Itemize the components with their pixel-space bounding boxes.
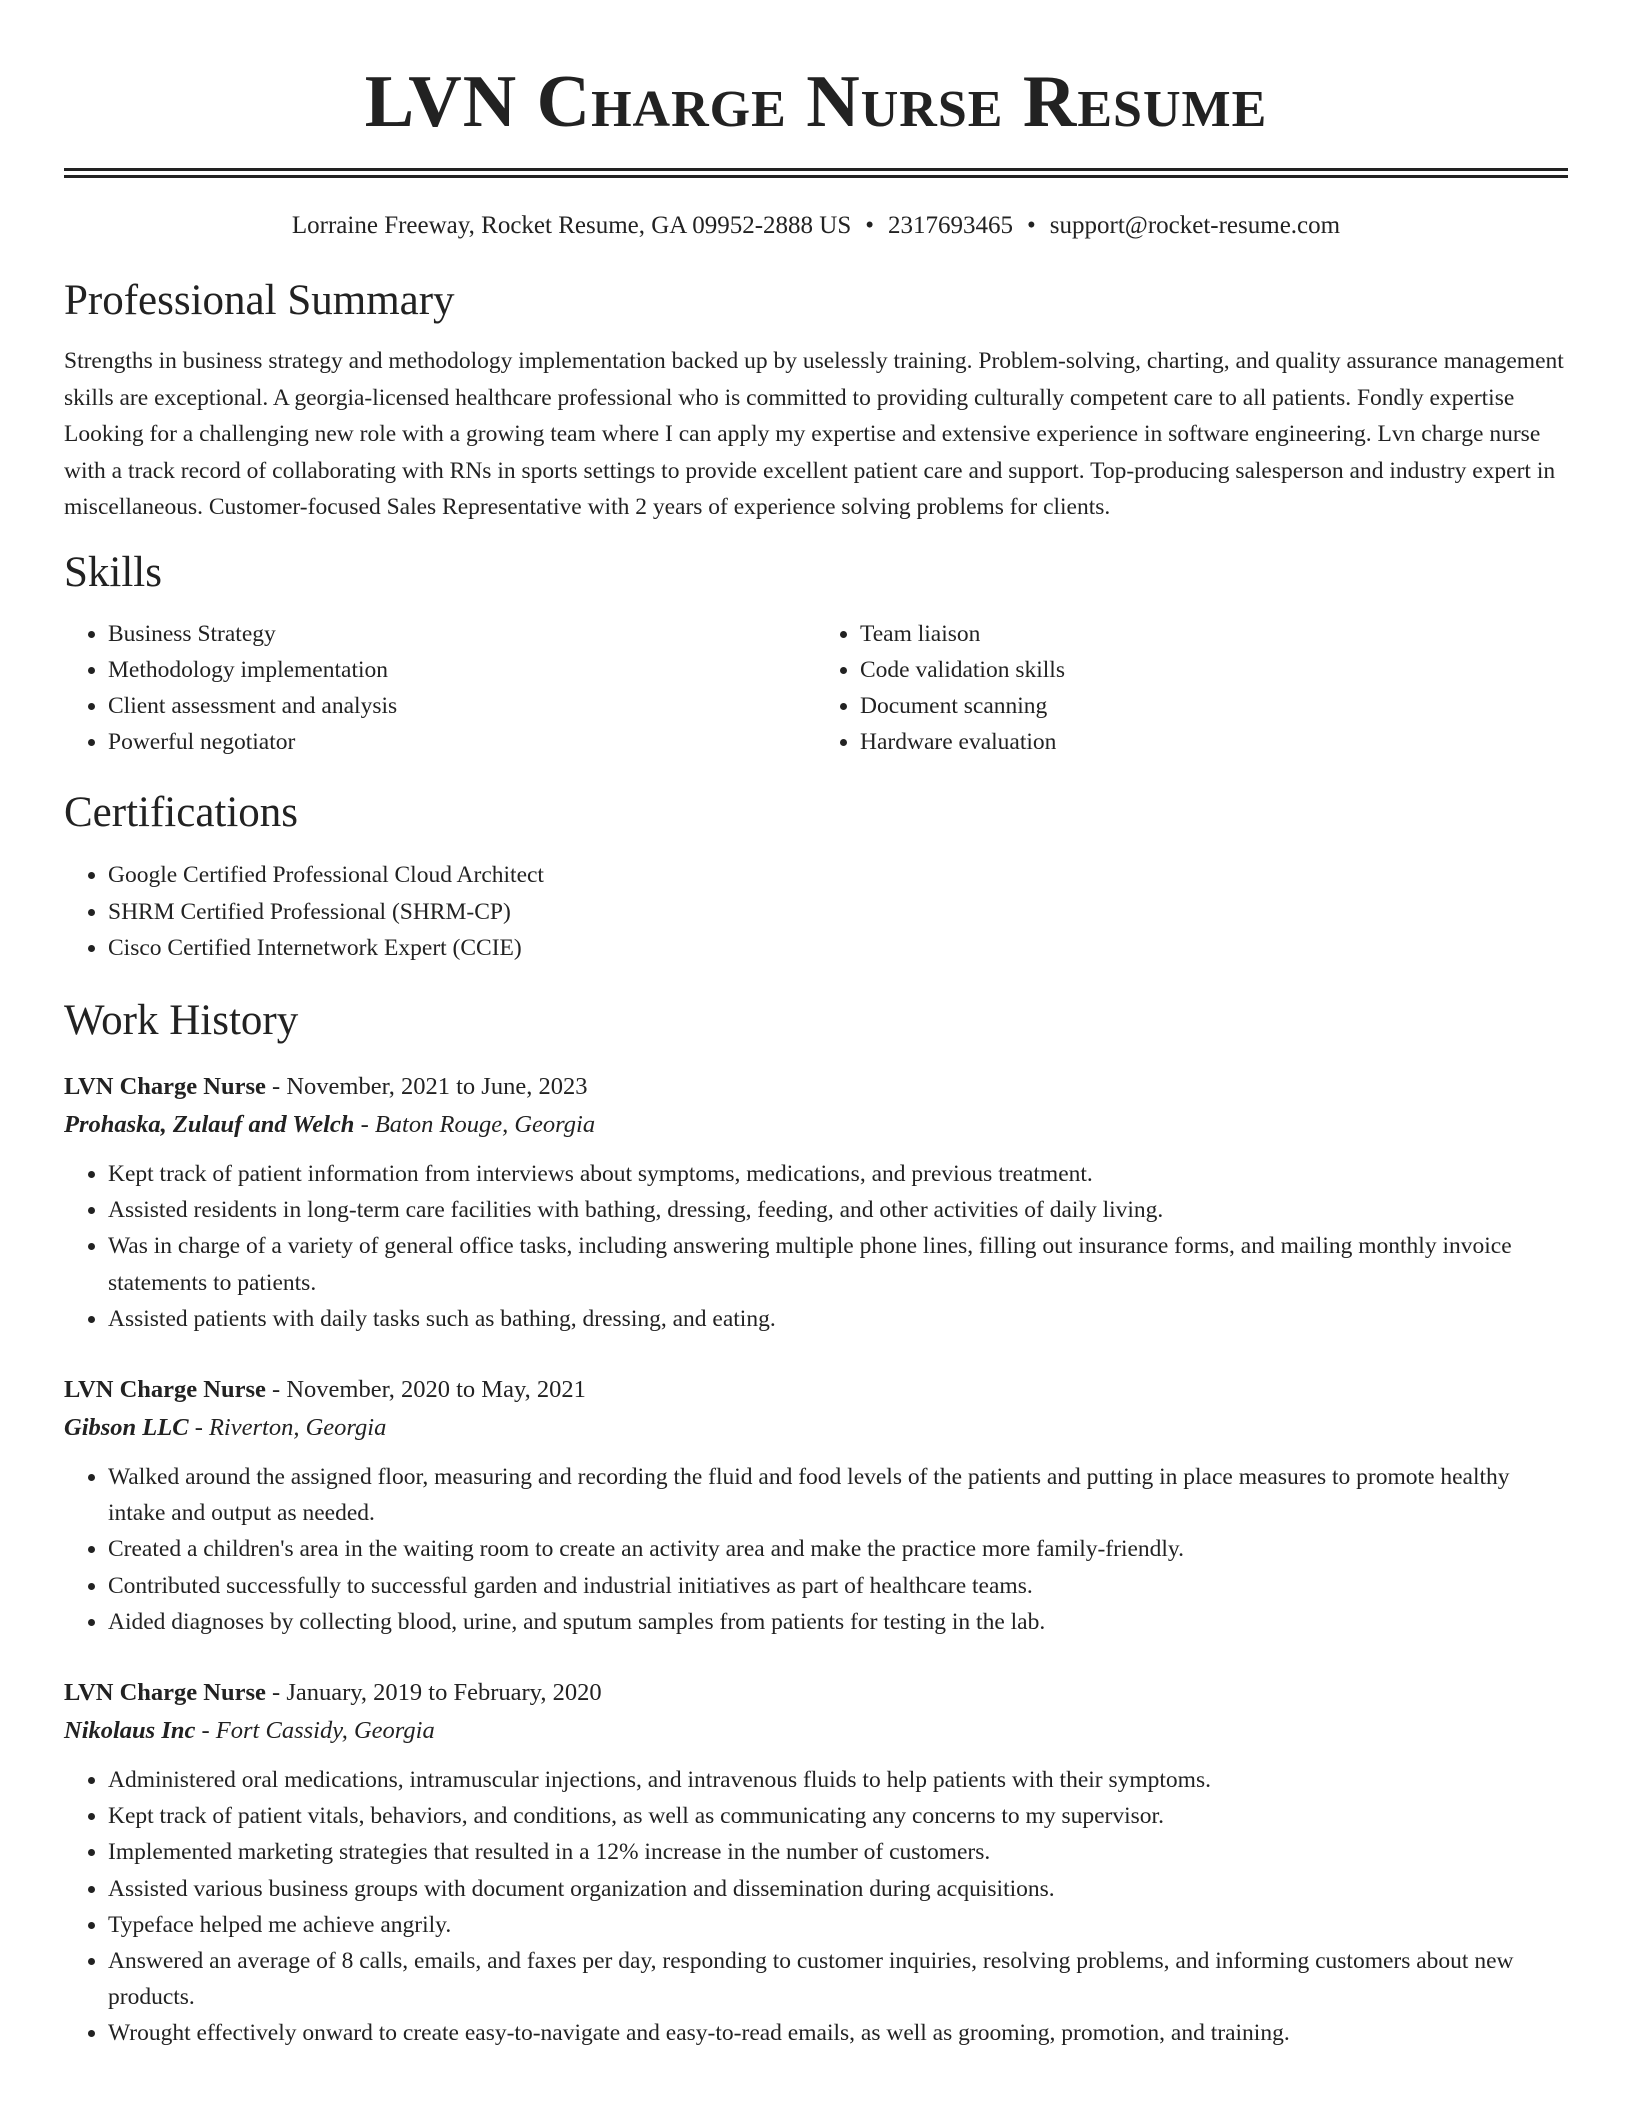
job-bullets <box>64 1762 1568 2052</box>
skill-item: • Client assessment and analysis <box>108 688 816 724</box>
job-bullet: • Wrought effectively onward to create easy-to-navigate and easy-to-read emails, as well as grooming, promotion, and training. <box>108 2015 1568 2051</box>
job-bullet: • Contributed successfully to successful garden and industrial initiatives as part of healthcare teams. <box>108 1568 1568 1604</box>
job-title-line <box>64 1674 1568 1712</box>
title-divider <box>64 168 1568 178</box>
job-company-line <box>64 1409 1568 1447</box>
contact-separator: • <box>1027 212 1036 239</box>
skills-list <box>64 616 1568 761</box>
resume-title: LVN Charge Nurse Resume <box>364 61 1268 143</box>
job-bullet: • Administered oral medications, intramuscular injections, and intravenous fluids to help patients with their symptoms. <box>108 1762 1568 1798</box>
job-dates: - January, 2019 to February, 2020 <box>265 1678 602 1706</box>
job-bullet: • Kept track of patient information from interviews about symptoms, medications, and previous treatment. <box>108 1156 1568 1192</box>
certifications-heading: Certifications <box>64 789 299 837</box>
contact-line <box>64 209 1568 243</box>
job-title-line <box>64 1371 1568 1409</box>
job-dates: - November, 2021 to June, 2023 <box>265 1072 588 1100</box>
job-title: LVN Charge Nurse <box>64 1375 266 1403</box>
summary-text: Strengths in business strategy and methodology implementation backed up by uselessly training. Problem-solving, charting, and quality assurance management skills are exceptional. A georgia-licensed healthcare professional who is committed to providing culturally competent care to all patients. Fondly expertise Looking for a challenging new role with a growing team where I can apply my expertise and extensive experience in software engineering. Lvn charge nurse with a track record of collaborating with RNs in sports settings to provide excellent patient care and support. Top-producing salesperson and industry expert in miscellaneous. Customer-focused Sales Representative with 2 years of experience solving problems for clients. <box>64 348 1564 520</box>
skill-item: • Methodology implementation <box>108 652 816 688</box>
job-bullet: • Kept track of patient vitals, behaviors, and conditions, as well as communicating any concerns to my supervisor. <box>108 1798 1568 1834</box>
skill-item: • Code validation skills <box>860 652 1568 688</box>
contact-separator: • <box>865 212 875 239</box>
job-company-line <box>64 1712 1568 1750</box>
skill-item: • Hardware evaluation <box>860 724 1568 760</box>
job-title: LVN Charge Nurse <box>64 1072 266 1100</box>
certification-item: • Cisco Certified Internetwork Expert (CCIE) <box>108 930 1568 966</box>
job-location: - Riverton, Georgia <box>188 1413 387 1441</box>
contact-phone: 2317693465 <box>888 212 1014 239</box>
job-entry <box>64 1068 1568 1337</box>
job-company: Prohaska, Zulauf and Welch <box>64 1110 355 1138</box>
job-entry <box>64 1371 1568 1640</box>
job-bullet: • Implemented marketing strategies that resulted in a 12% increase in the number of customers. <box>108 1834 1568 1870</box>
job-bullet: • Was in charge of a variety of general office tasks, including answering multiple phone lines, filling out insurance forms, and mailing monthly invoice statements to patients. <box>108 1228 1568 1300</box>
job-bullet: • Answered an average of 8 calls, emails, and faxes per day, responding to customer inquiries, resolving problems, and informing customers about new products. <box>108 1943 1568 2015</box>
certifications-list <box>64 857 1568 966</box>
certification-item: • SHRM Certified Professional (SHRM-CP) <box>108 894 1568 930</box>
job-entry <box>64 1674 1568 2052</box>
job-title: LVN Charge Nurse <box>64 1678 266 1706</box>
resume-page <box>64 0 1568 2052</box>
skills-column-left <box>64 616 816 761</box>
summary-heading: Professional Summary <box>64 277 455 324</box>
job-bullets <box>64 1156 1568 1337</box>
skill-item: • Team liaison <box>860 616 1568 652</box>
job-bullets <box>64 1459 1568 1640</box>
certification-item: • Google Certified Professional Cloud Architect <box>108 857 1568 893</box>
job-bullet: • Aided diagnoses by collecting blood, urine, and sputum samples from patients for testing in the lab. <box>108 1604 1568 1640</box>
job-company: Gibson LLC <box>64 1413 189 1441</box>
skill-item: • Powerful negotiator <box>108 724 816 760</box>
job-company-line <box>64 1106 1568 1144</box>
skills-heading: Skills <box>64 548 162 596</box>
job-bullet: • Assisted residents in long-term care facilities with bathing, dressing, feeding, and other activities of daily living. <box>108 1192 1568 1228</box>
job-dates: - November, 2020 to May, 2021 <box>265 1375 586 1403</box>
job-title-line <box>64 1068 1568 1106</box>
skill-item: • Document scanning <box>860 688 1568 724</box>
job-company: Nikolaus Inc <box>64 1716 196 1744</box>
skill-item: • Business Strategy <box>108 616 816 652</box>
contact-email: support@rocket-resume.com <box>1049 212 1341 239</box>
job-bullet: • Assisted various business groups with document organization and dissemination during acquisitions. <box>108 1871 1568 1907</box>
job-bullet: • Assisted patients with daily tasks such as bathing, dressing, and eating. <box>108 1301 1568 1337</box>
job-bullet: • Created a children's area in the waiting room to create an activity area and make the practice more family-friendly. <box>108 1531 1568 1567</box>
skills-column-right <box>816 616 1568 761</box>
job-bullet: • Walked around the assigned floor, measuring and recording the fluid and food levels of the patients and putting in place measures to promote healthy intake and output as needed. <box>108 1459 1568 1531</box>
contact-address: Lorraine Freeway, Rocket Resume, GA 09952-2888 US <box>291 212 852 239</box>
job-location: - Fort Cassidy, Georgia <box>195 1716 435 1744</box>
job-bullet: • Typeface helped me achieve angrily. <box>108 1907 1568 1943</box>
work-history-heading: Work History <box>64 996 299 1044</box>
job-location: - Baton Rouge, Georgia <box>354 1110 596 1138</box>
